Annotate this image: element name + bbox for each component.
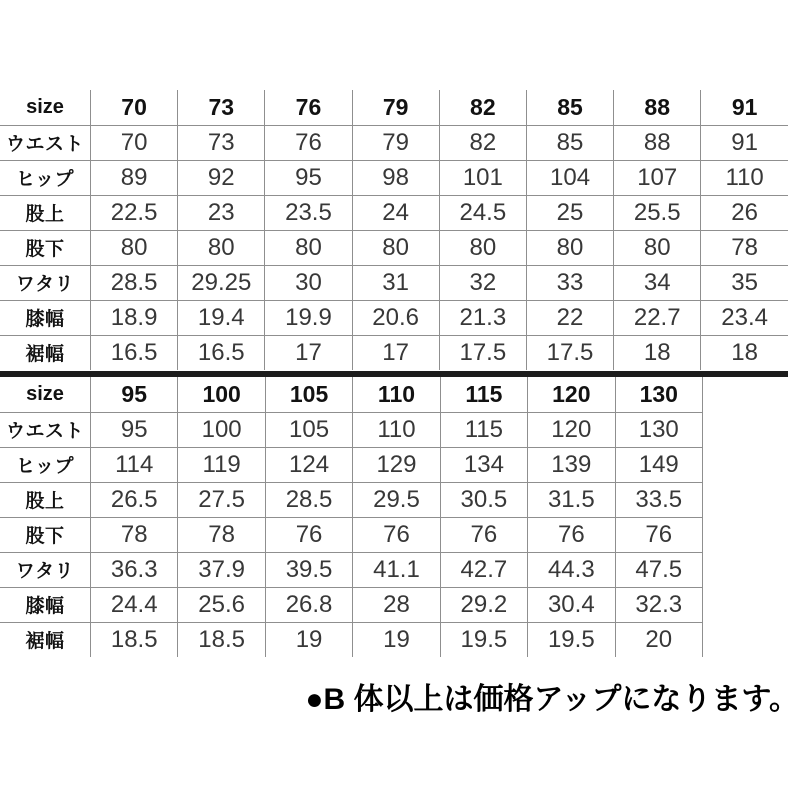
size-table-upper: [0, 90, 788, 370]
value-cell: 17.5: [439, 335, 526, 370]
value-cell: 41.1: [353, 552, 440, 587]
row-label: 裾幅: [0, 622, 91, 657]
value-cell: 39.5: [265, 552, 352, 587]
value-cell: 17: [265, 335, 352, 370]
value-cell: 129: [353, 447, 440, 482]
size-header-label: size: [0, 90, 91, 125]
row-label: ヒップ: [0, 160, 91, 195]
size-header-value: 88: [614, 90, 701, 125]
value-cell: 18.9: [91, 300, 178, 335]
value-cell: 78: [91, 517, 178, 552]
table-row: [0, 160, 788, 195]
value-cell: 28: [353, 587, 440, 622]
size-header-value: 73: [178, 90, 265, 125]
value-cell: 78: [701, 230, 788, 265]
value-cell: 30: [265, 265, 352, 300]
table-row: [0, 265, 788, 300]
value-cell: 80: [265, 230, 352, 265]
value-cell: 29.25: [178, 265, 265, 300]
value-cell: 17: [352, 335, 439, 370]
value-cell: 85: [526, 125, 613, 160]
value-cell: 24.4: [91, 587, 178, 622]
value-cell: 33.5: [615, 482, 702, 517]
value-cell: 30.5: [440, 482, 527, 517]
value-cell: 76: [615, 517, 702, 552]
value-cell: 120: [528, 412, 615, 447]
value-cell: 19: [265, 622, 352, 657]
value-cell: 20.6: [352, 300, 439, 335]
value-cell: 27.5: [178, 482, 265, 517]
table-row: [0, 517, 703, 552]
table-row: [0, 447, 703, 482]
value-cell: 19: [353, 622, 440, 657]
value-cell: 79: [352, 125, 439, 160]
value-cell: 31.5: [528, 482, 615, 517]
value-cell: 32: [439, 265, 526, 300]
value-cell: 26: [701, 195, 788, 230]
table-row: [0, 552, 703, 587]
value-cell: 28.5: [265, 482, 352, 517]
value-cell: 42.7: [440, 552, 527, 587]
value-cell: 35: [701, 265, 788, 300]
value-cell: 100: [178, 412, 265, 447]
size-header-value: 91: [701, 90, 788, 125]
value-cell: 21.3: [439, 300, 526, 335]
value-cell: 149: [615, 447, 702, 482]
value-cell: 91: [701, 125, 788, 160]
value-cell: 22: [526, 300, 613, 335]
value-cell: 18: [614, 335, 701, 370]
value-cell: 19.9: [265, 300, 352, 335]
value-cell: 26.8: [265, 587, 352, 622]
value-cell: 19.4: [178, 300, 265, 335]
value-cell: 47.5: [615, 552, 702, 587]
value-cell: 16.5: [91, 335, 178, 370]
header-row: [0, 90, 788, 125]
row-label: 股下: [0, 230, 91, 265]
table-row: [0, 587, 703, 622]
value-cell: 29.2: [440, 587, 527, 622]
value-cell: 25.5: [614, 195, 701, 230]
value-cell: 139: [528, 447, 615, 482]
value-cell: 88: [614, 125, 701, 160]
table-row: [0, 195, 788, 230]
size-header-value: 95: [91, 377, 178, 412]
size-header-value: 76: [265, 90, 352, 125]
value-cell: 30.4: [528, 587, 615, 622]
size-header-value: 115: [440, 377, 527, 412]
size-header-value: 85: [526, 90, 613, 125]
row-label: 膝幅: [0, 587, 91, 622]
table-row: [0, 622, 703, 657]
value-cell: 107: [614, 160, 701, 195]
value-cell: 23.4: [701, 300, 788, 335]
value-cell: 80: [352, 230, 439, 265]
table-row: [0, 335, 788, 370]
size-header-label: size: [0, 377, 91, 412]
value-cell: 76: [353, 517, 440, 552]
value-cell: 82: [439, 125, 526, 160]
value-cell: 80: [178, 230, 265, 265]
value-cell: 80: [91, 230, 178, 265]
value-cell: 73: [178, 125, 265, 160]
value-cell: 26.5: [91, 482, 178, 517]
value-cell: 76: [528, 517, 615, 552]
value-cell: 18: [701, 335, 788, 370]
value-cell: 114: [91, 447, 178, 482]
size-header-value: 82: [439, 90, 526, 125]
value-cell: 95: [265, 160, 352, 195]
value-cell: 24: [352, 195, 439, 230]
value-cell: 80: [526, 230, 613, 265]
size-header-value: 120: [528, 377, 615, 412]
row-label: ウエスト: [0, 412, 91, 447]
value-cell: 101: [439, 160, 526, 195]
size-header-value: 79: [352, 90, 439, 125]
value-cell: 34: [614, 265, 701, 300]
table-row: [0, 412, 703, 447]
table-row: [0, 300, 788, 335]
value-cell: 76: [265, 125, 352, 160]
value-cell: 92: [178, 160, 265, 195]
value-cell: 25.6: [178, 587, 265, 622]
value-cell: 17.5: [526, 335, 613, 370]
value-cell: 124: [265, 447, 352, 482]
value-cell: 95: [91, 412, 178, 447]
value-cell: 110: [701, 160, 788, 195]
value-cell: 80: [614, 230, 701, 265]
value-cell: 16.5: [178, 335, 265, 370]
row-label: ヒップ: [0, 447, 91, 482]
table-row: [0, 482, 703, 517]
value-cell: 18.5: [91, 622, 178, 657]
value-cell: 23.5: [265, 195, 352, 230]
size-header-value: 130: [615, 377, 702, 412]
value-cell: 19.5: [528, 622, 615, 657]
value-cell: 110: [353, 412, 440, 447]
header-row: [0, 377, 703, 412]
value-cell: 22.7: [614, 300, 701, 335]
price-note: ●B 体以上は価格アップになります。: [305, 683, 799, 716]
size-table-lower: [0, 377, 703, 657]
row-label: 股上: [0, 195, 91, 230]
value-cell: 33: [526, 265, 613, 300]
table-row: [0, 125, 788, 160]
value-cell: 36.3: [91, 552, 178, 587]
value-cell: 80: [439, 230, 526, 265]
value-cell: 44.3: [528, 552, 615, 587]
table-row: [0, 230, 788, 265]
value-cell: 134: [440, 447, 527, 482]
value-cell: 28.5: [91, 265, 178, 300]
value-cell: 25: [526, 195, 613, 230]
value-cell: 22.5: [91, 195, 178, 230]
value-cell: 105: [265, 412, 352, 447]
value-cell: 31: [352, 265, 439, 300]
row-label: ワタリ: [0, 265, 91, 300]
size-header-value: 70: [91, 90, 178, 125]
value-cell: 78: [178, 517, 265, 552]
row-label: 股下: [0, 517, 91, 552]
value-cell: 32.3: [615, 587, 702, 622]
value-cell: 104: [526, 160, 613, 195]
value-cell: 119: [178, 447, 265, 482]
value-cell: 76: [440, 517, 527, 552]
value-cell: 98: [352, 160, 439, 195]
value-cell: 76: [265, 517, 352, 552]
row-label: ワタリ: [0, 552, 91, 587]
size-header-value: 110: [353, 377, 440, 412]
row-label: 裾幅: [0, 335, 91, 370]
size-header-value: 105: [265, 377, 352, 412]
value-cell: 130: [615, 412, 702, 447]
value-cell: 115: [440, 412, 527, 447]
row-label: ウエスト: [0, 125, 91, 160]
value-cell: 23: [178, 195, 265, 230]
value-cell: 19.5: [440, 622, 527, 657]
value-cell: 24.5: [439, 195, 526, 230]
value-cell: 18.5: [178, 622, 265, 657]
value-cell: 89: [91, 160, 178, 195]
size-header-value: 100: [178, 377, 265, 412]
value-cell: 29.5: [353, 482, 440, 517]
value-cell: 20: [615, 622, 702, 657]
value-cell: 37.9: [178, 552, 265, 587]
row-label: 股上: [0, 482, 91, 517]
row-label: 膝幅: [0, 300, 91, 335]
value-cell: 70: [91, 125, 178, 160]
